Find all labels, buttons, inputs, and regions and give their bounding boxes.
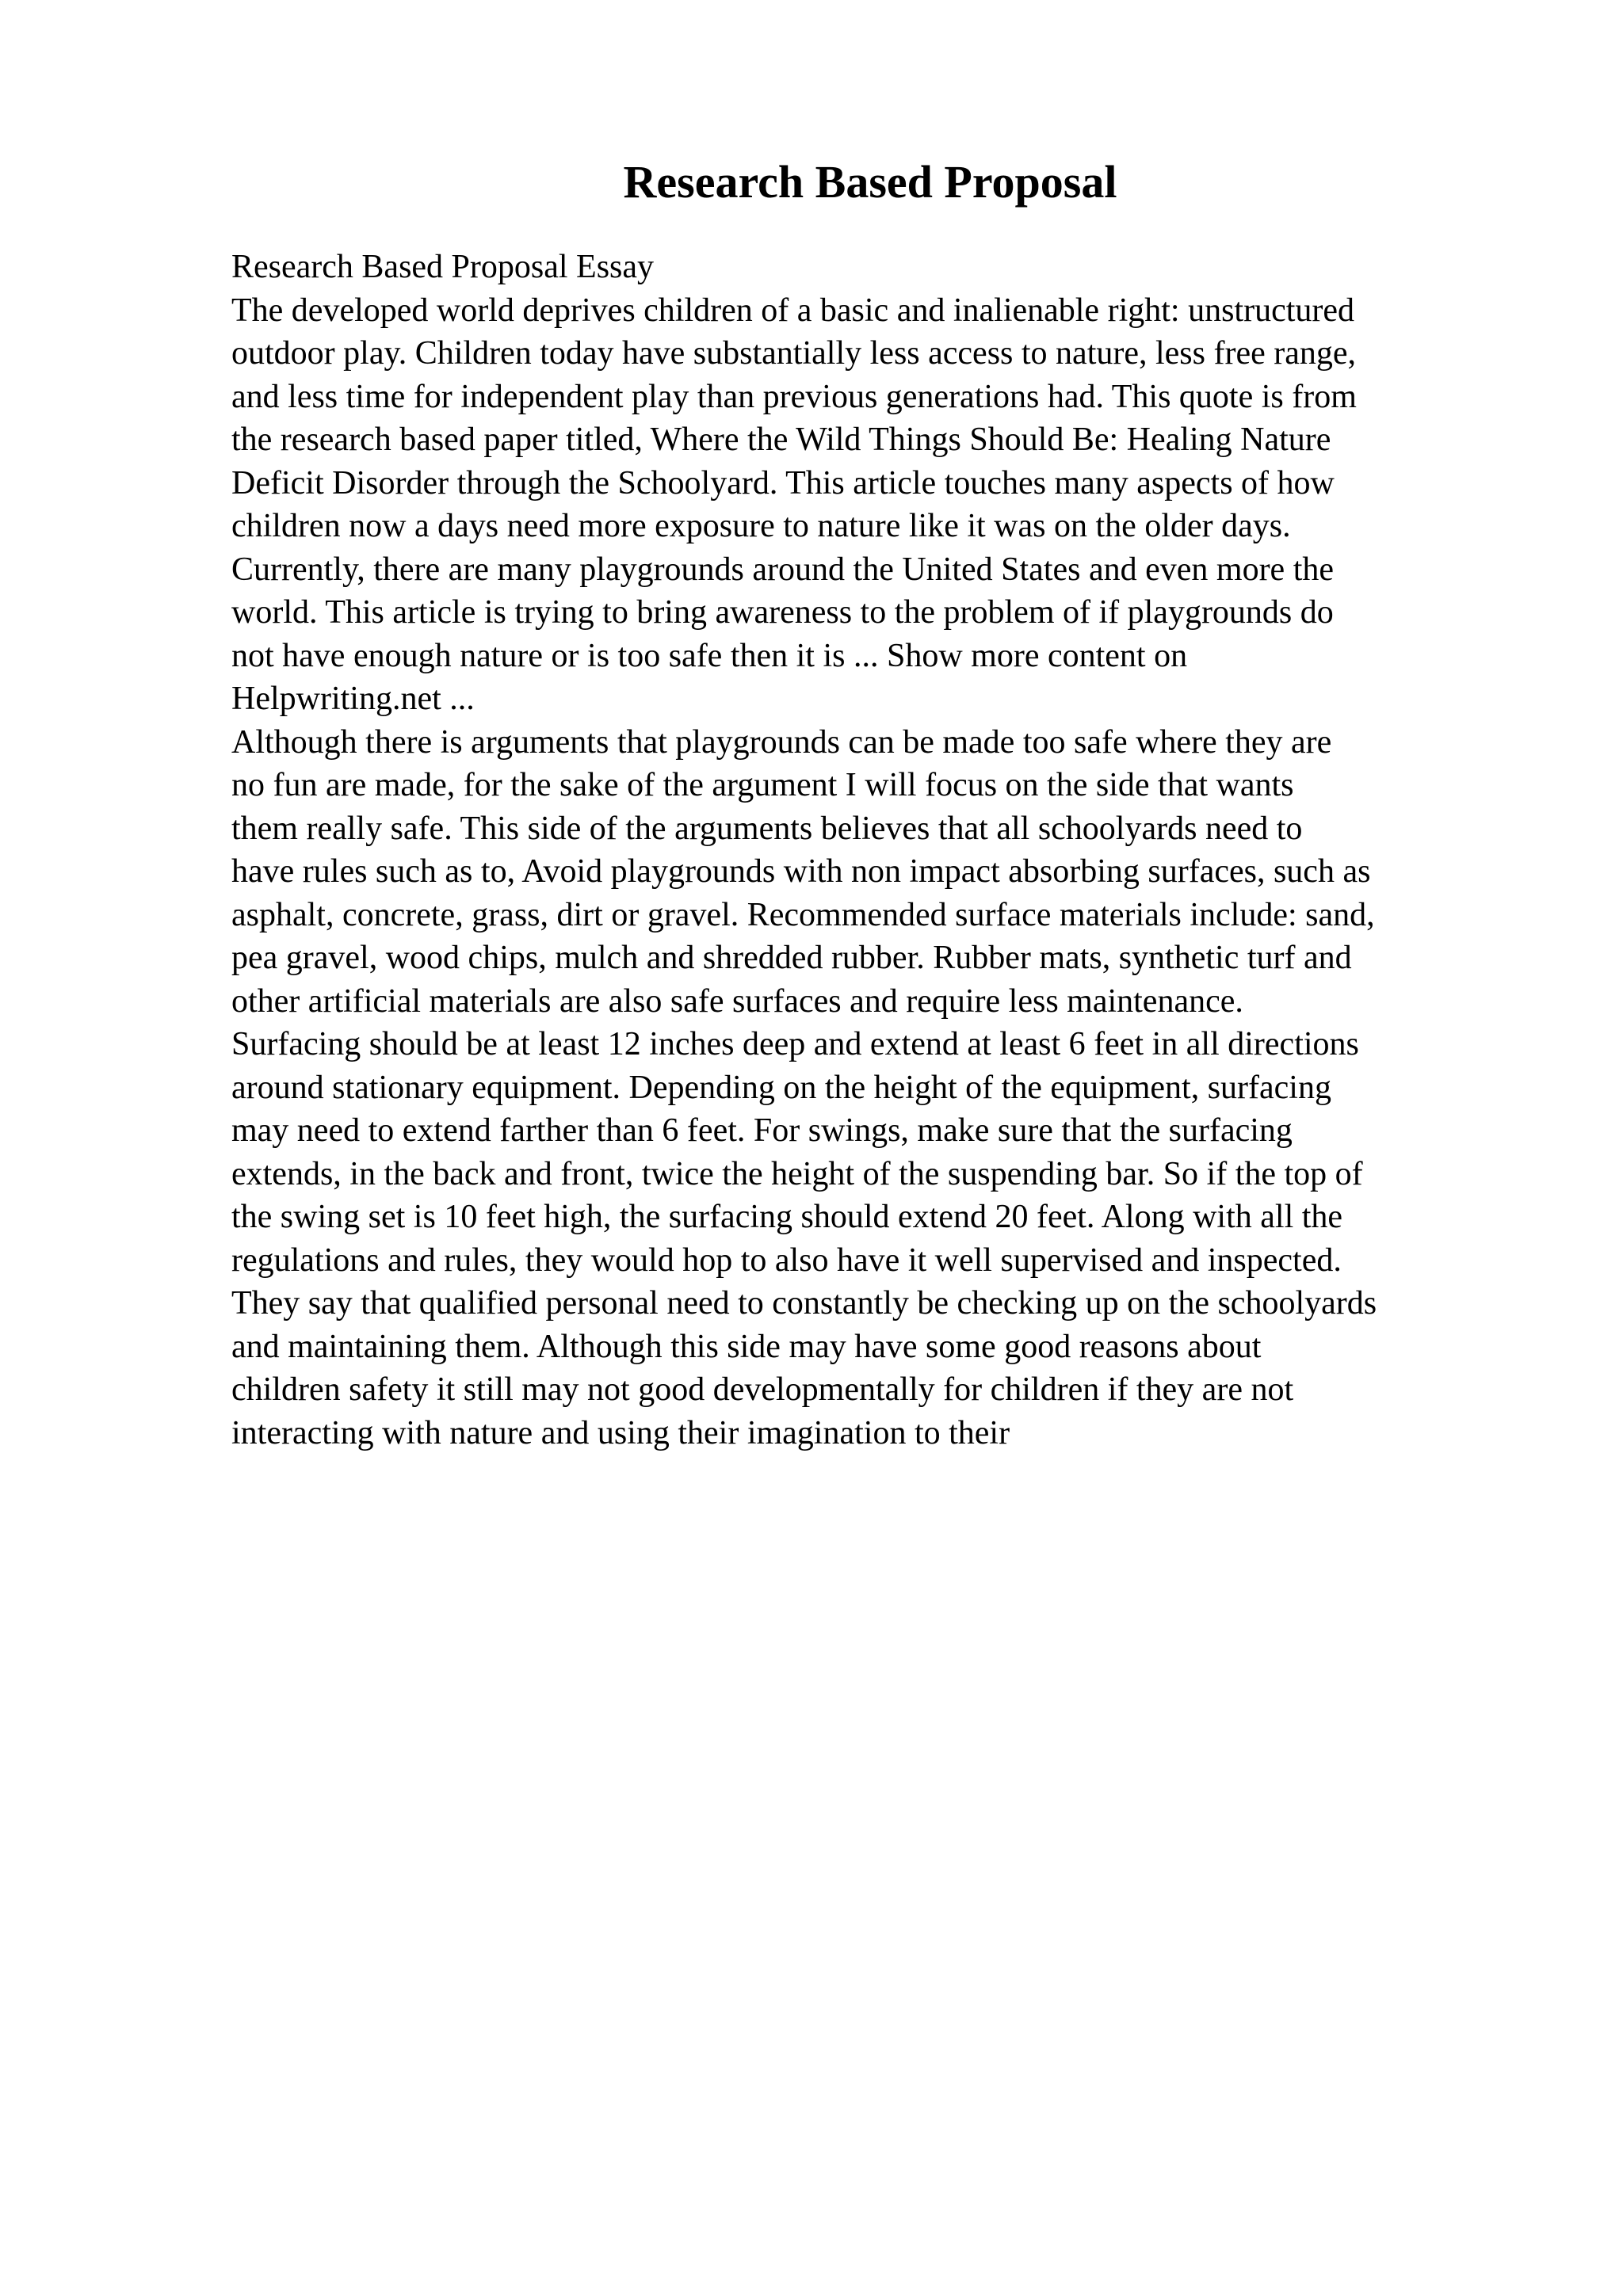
document-title: Research Based Proposal [623,156,1117,208]
body-line: asphalt, concrete, grass, dirt or gravel. Recommended surface materials include: sand, [231,896,1375,933]
body-line: the swing set is 10 feet high, the surfacing should extend 20 feet. Along with all the [231,1199,1343,1235]
body-line: may need to extend farther than 6 feet. For swings, make sure that the surfacing [231,1112,1293,1149]
body-line: them really safe. This side of the arguments believes that all schoolyards need to [231,810,1303,847]
body-line: Although there is arguments that playgrounds can be made too safe where they are [231,723,1332,761]
body-line: outdoor play. Children today have substantially less access to nature, less free range, [231,335,1357,372]
body-line: children safety it still may not good developmentally for children if they are not [231,1371,1294,1408]
body-line: interacting with nature and using their imagination to their [231,1414,1010,1451]
body-line: Deficit Disorder through the Schoolyard. This article touches many aspects of how [231,464,1335,502]
body-line: extends, in the back and front, twice the height of the suspending bar. So if the top of [231,1155,1363,1192]
body-line: Helpwriting.net ... [231,681,475,717]
body-line: regulations and rules, they would hop to also have it well supervised and inspected. [231,1241,1342,1279]
body-line: pea gravel, wood chips, mulch and shredded rubber. Rubber mats, synthetic turf and [231,940,1352,976]
body-line: They say that qualified personal need to constantly be checking up on the schoolyards [231,1285,1377,1322]
body-line: the research based paper titled, Where the Wild Things Should Be: Healing Nature [231,421,1331,458]
document-body [231,246,1531,1455]
body-line: not have enough nature or is too safe then it is ... Show more content on [231,637,1188,674]
body-line: no fun are made, for the sake of the argument I will focus on the side that wants [231,767,1294,803]
body-line: Currently, there are many playgrounds around the United States and even more the [231,551,1335,588]
body-line: world. This article is trying to bring awareness to the problem of if playgrounds do [231,594,1334,631]
body-line: other artificial materials are also safe surfaces and require less maintenance. [231,982,1243,1020]
body-line: and less time for independent play than previous generations had. This quote is from [231,378,1357,415]
body-line: children now a days need more exposure to nature like it was on the older days. [231,508,1291,544]
title-container [0,151,1623,214]
body-line: around stationary equipment. Depending on the height of the equipment, surfacing [231,1069,1331,1106]
body-line: have rules such as to, Avoid playgrounds with non impact absorbing surfaces, such as [231,853,1371,890]
body-line: Surfacing should be at least 12 inches deep and extend at least 6 feet in all directions [231,1026,1359,1062]
body-line: Research Based Proposal Essay [231,249,655,285]
body-line: and maintaining them. Although this side may have some good reasons about [231,1328,1262,1365]
body-line: The developed world deprives children of a basic and inalienable right: unstructured [231,292,1355,329]
